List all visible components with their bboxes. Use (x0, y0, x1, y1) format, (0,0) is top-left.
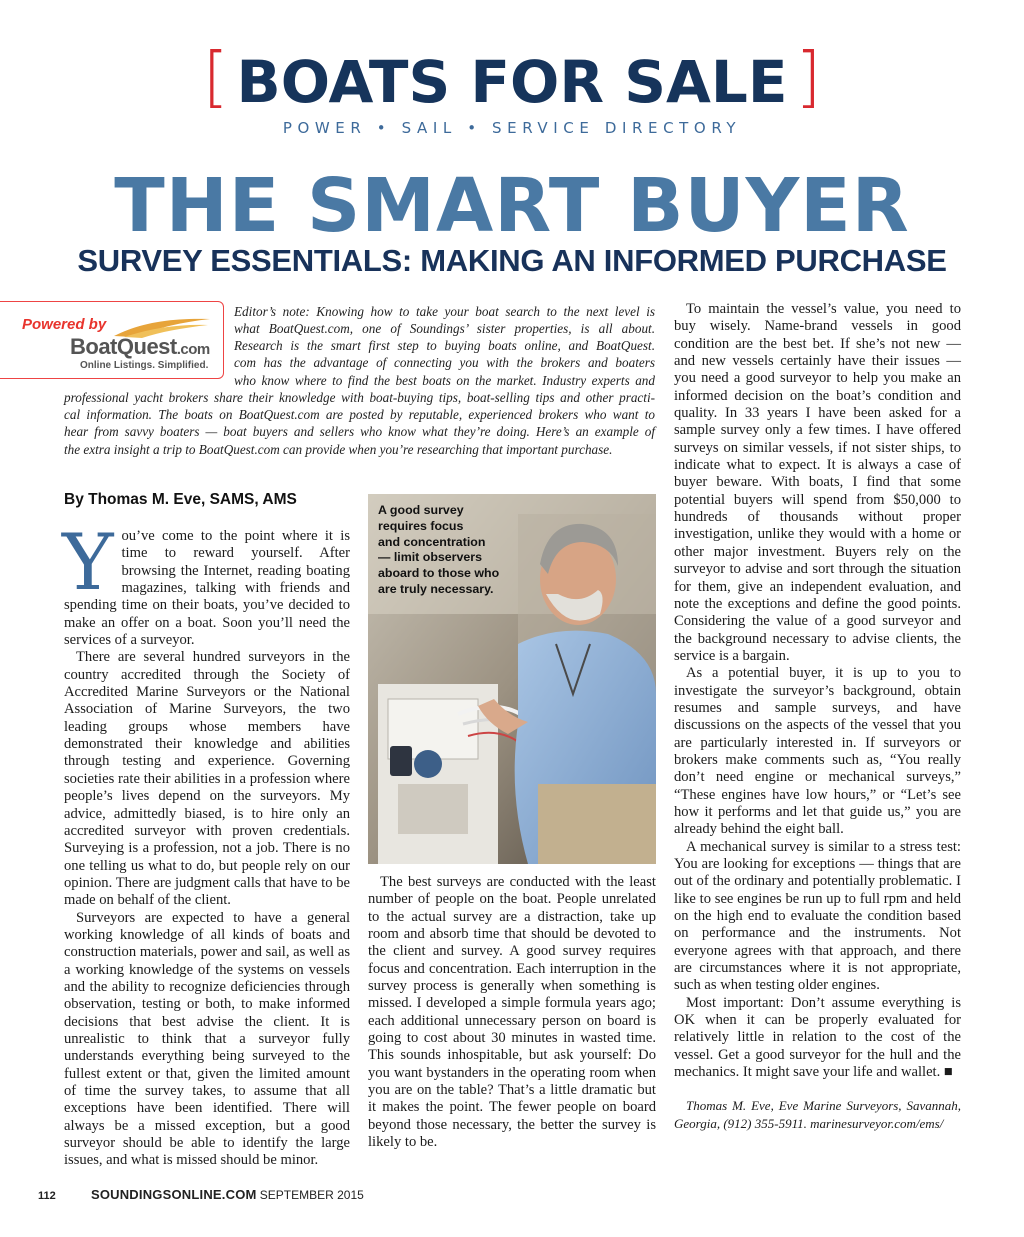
article-subtitle: SURVEY ESSENTIALS: MAKING AN INFORMED PURCHASE (77, 243, 947, 278)
logo-wordmark (70, 334, 210, 360)
logo-tagline: Online Listings. Simplified. (80, 360, 209, 371)
paragraph (674, 995, 961, 1082)
end-mark: ■ (943, 1064, 953, 1081)
article-title: THE SMART BUYER (114, 163, 910, 249)
boatquest-logo[interactable] (0, 301, 224, 379)
paragraph: To maintain the vessel’s value, you need to buy wisely. Name-brand vessels in good condition are the best bet. If she’s not new — and new vessels certainly have their issues — you need a good surveyor to help you make an informed decision on the boat’s condition and quality. In 33 years I have been asked for a sample survey only a few times. I have offered surveys on similar vessels, if not sister ships, to indicate what to expect. It is always a case of buyer beware. With boats, I find that some potential buyers will spend from $50,000 to hundreds of thousands without proper investigation, unlike they would with a home or other major investment. Buyers rely on the surveyor to advise and sort through the situation for them, give an independent evaluation, and note the exceptions and define the good points. Considering the value of a good surveyor and the background necessary to advise clients, the service is a bargain. (674, 301, 961, 664)
editors-note-line: cal information. The boats on BoatQuest.com are posted by reputable, experienced brokers who want to (64, 407, 655, 422)
logo-suffix: .com (176, 341, 210, 358)
masthead-title: BOATS FOR SALE (236, 48, 788, 116)
editors-note-line: Research is the smart first step to buying boats online, and BoatQuest. (234, 338, 655, 353)
powered-by-label: Powered by (22, 316, 107, 333)
left-bracket: [ (202, 38, 229, 115)
photo-caption: A good survey requires focus and concentration — limit observers aboard to those who are truly necessary. (378, 503, 500, 596)
page-footer (38, 1187, 364, 1202)
footer-site-link[interactable]: SOUNDINGSONLINE.COM (90, 1187, 257, 1202)
paragraph-text: Most important: Don’t assume everything is OK when it can be properly evaluated for relatively little in relation to the cost of the vessel. Get a good surveyor for the hull and the mechanics. It might save your life and wallet. (674, 994, 961, 1081)
paragraph-text: ou’ve come to the point where it is time to reward yourself. After browsing the Internet, reading boating magazines, talking with friends and spending time on their boats, you’ve decided to make an offer on a boat. Soon you’ll need the services of a surveyor. (64, 528, 350, 649)
logo-name: BoatQuest (70, 334, 177, 359)
editors-note-line: professional yacht brokers share their knowledge with boat-buying tips, boat-selling tips and other practi- (64, 390, 655, 405)
paragraph: Surveyors are expected to have a general working knowledge of all kinds of boats and construction materials, power and sail, as well as a working knowledge of the systems on vessels and the ability to recognize deficiencies through observation, testing or both, to make informed decisions that best advise the client. It is unrealistic to think that a surveyor fully understands everything being surveyed to the fullest extent or that, given the limited amount of time the survey takes, to assume that all exceptions have been identified. There will always be a missed exception, but a good surveyor should be able to identify the large issues, and what is missed should be minor. (64, 909, 350, 1169)
author-credit: Thomas M. Eve, Eve Marine Surveyors, Savannah, Georgia, (912) 355-5911. marinesurveyor.com/ems/ (674, 1098, 961, 1132)
paragraph: As a potential buyer, it is up to you to investigate the surveyor’s background, obtain resumes and sample surveys, and have discussions on the aspects of the vessel that you are particularly interested in. If surveyors or brokers make comments such as, “You really don’t need engine or mechanical surveys,” “These engines have low hours,” or “Let’s see how it performs and let that guide us,” you are already behind the eight ball. (674, 665, 961, 838)
paragraph: The best surveys are conducted with the least number of people on the boat. People unrelated to the actual survey are a distraction, take up room and absorb time that should be devoted to the client and survey. A good survey requires focus and concentration. Each interruption in the survey process is generally when something is missed. I developed a simple formula years ago; each additional unnecessary person on board is going to cost about 30 minutes in wasted time. This sounds inhospitable, but ask yourself: Do you want bystanders in the operating room when you are on the table? That’s a little dramatic but it makes the point. The fewer people on board beyond those necessary, the better the survey is likely to be. (368, 874, 656, 1151)
masthead-subtitle: POWER • SAIL • SERVICE DIRECTORY (282, 119, 742, 137)
column-2 (368, 874, 656, 1152)
paragraph: A mechanical survey is similar to a stress test: You are looking for exceptions — things that are out of the ordinary and potentially problematic. I like to see engines be run up to full rpm and held on the high end to evaluate the condition based on performance and the instruments. Not everyone agrees with that approach, and there are circumstances where it is not appropriate, such as when testing older engines. (674, 838, 961, 994)
right-bracket: ] (795, 38, 822, 115)
editors-note-line: the extra insight a trip to BoatQuest.com can provide when you’re researching that important purchase. (64, 442, 613, 457)
editors-note-line: com has the advantage of connecting you with the brokers and boaters (234, 355, 655, 370)
editors-note-line: hear from savvy boaters — boat buyers and sellers who know what they’re doing. Here’s an example of (64, 424, 655, 439)
footer-date: SEPTEMBER 2015 (259, 1188, 364, 1202)
byline: By Thomas M. Eve, SAMS, AMS (64, 491, 297, 508)
column-3 (674, 301, 961, 1133)
editors-note-line: Editor’s note: Knowing how to take your boat search to the next level is (234, 304, 655, 319)
editors-note-line: who know where to find the best boats on the market. Industry experts and (234, 373, 655, 388)
masthead (0, 38, 1024, 122)
paragraph: There are several hundred surveyors in the country accredited through the Society of Accredited Marine Surveyors or the National Association of Marine Surveyors, the two leading groups whose members have demonstrated their knowledge and abilities through testing and experience. Governing societies rate their abilities in a profession where people’s lives depend on the surveyors. My advice, admittedly biased, is to hire only an accredited surveyor with proven credentials. Surveying is a profession, not a job. There is no one telling us what to do, but people rely on our opinion. There are judgment calls that have to be made on behalf of the client. (64, 649, 350, 909)
paragraph (62, 518, 350, 649)
editors-note-line: what BoatQuest.com, one of Soundings’ sister properties, is all about. (234, 321, 655, 336)
drop-cap: Y (62, 518, 114, 608)
column-1 (62, 518, 350, 1170)
page-number: 112 (38, 1190, 56, 1202)
